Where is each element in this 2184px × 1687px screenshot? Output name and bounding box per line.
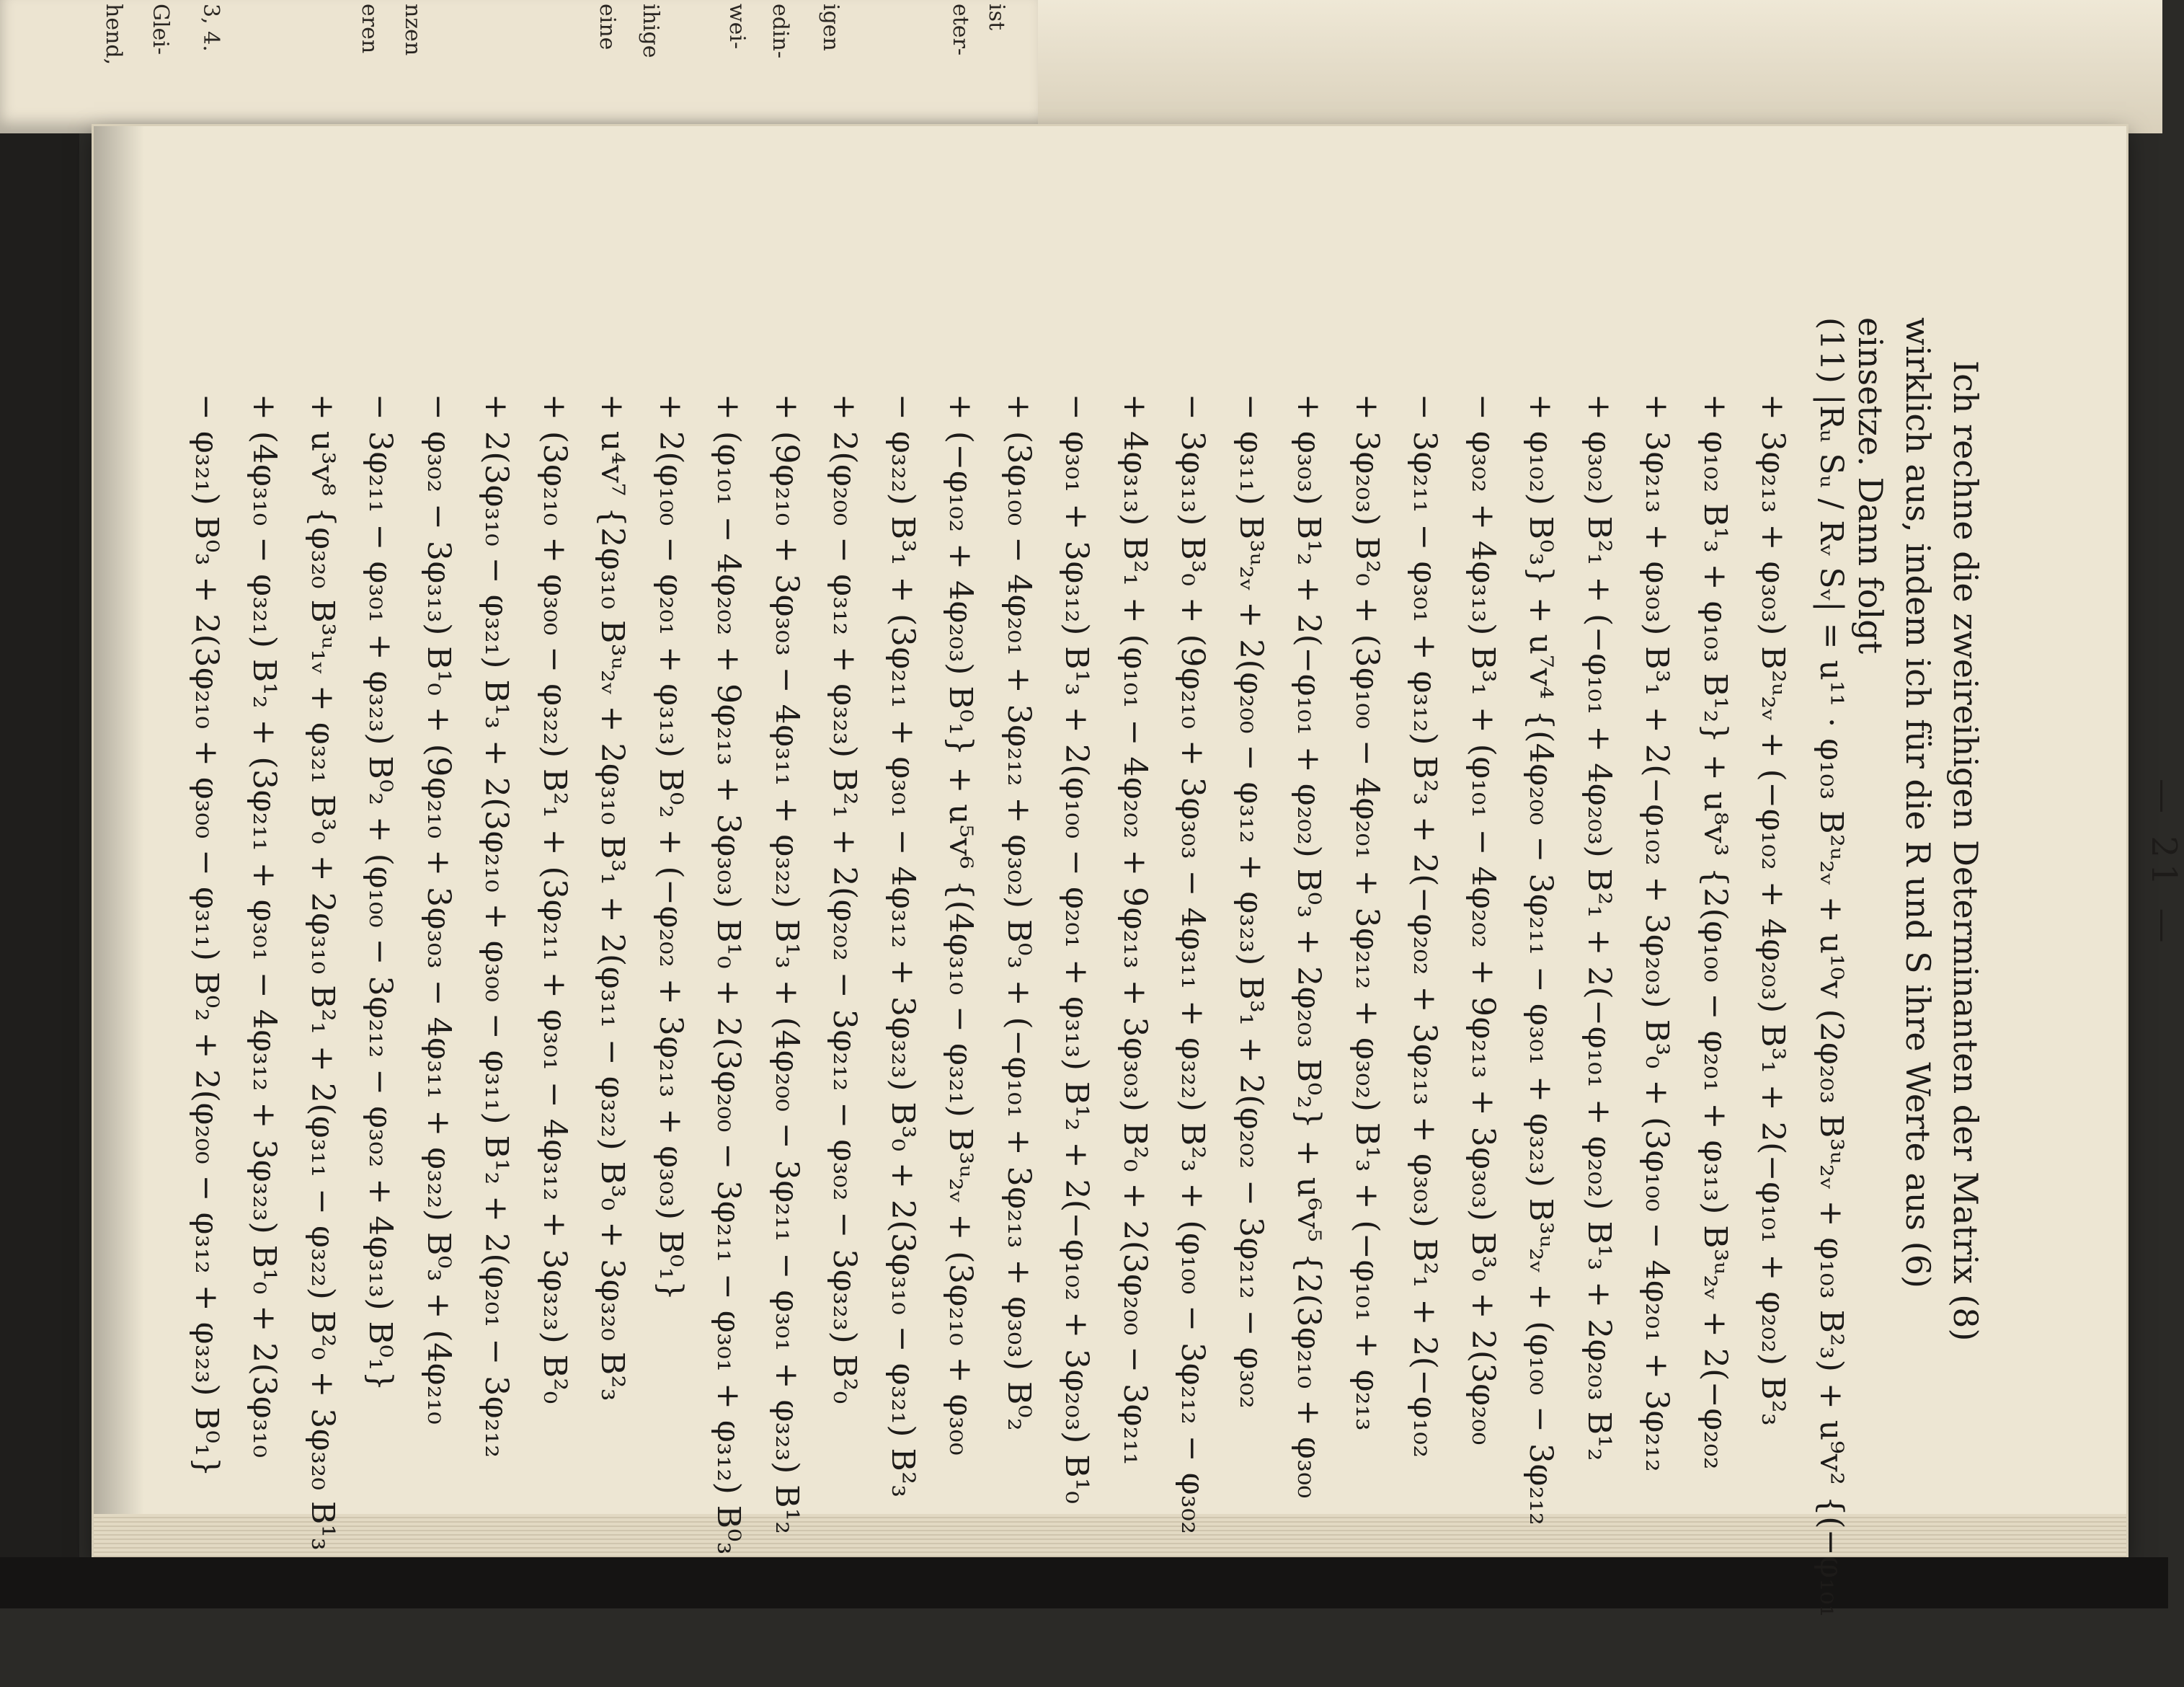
previous-page: [0, 0, 1045, 133]
equation-line: + 2(3φ₃₁₀ − φ₃₂₁) B¹₃ + 2(3φ₂₁₀ + φ₃₀₀ − φ₃₁₁) B¹₂ + 2(φ₂₀₁ − 3φ₂₁₂: [478, 394, 515, 1458]
edge-word: 3, 4.: [198, 4, 223, 52]
page-stack-edge: [1038, 0, 2162, 133]
equation-line: + φ₁₀₂ B¹₃ + φ₁₀₃ B¹₂} + u⁸v³ {2(φ₁₀₀ − φ₂₀₁ + φ₃₁₃) B³ᵘ₂ᵥ + 2(−φ₂₀₂: [1697, 394, 1734, 1470]
equation-line: + 3φ₂₁₃ + φ₃₀₃) B²ᵘ₂ᵥ + (−φ₁₀₂ + 4φ₂₀₃) B³₁ + 2(−φ₁₀₁ + φ₂₀₂) B²₃: [1754, 394, 1792, 1427]
equation-label: (11): [1813, 317, 1850, 384]
equation-line: + φ₃₀₃) B¹₂ + 2(−φ₁₀₁ + φ₂₀₂) B⁰₃ + 2φ₂₀₃ B⁰₂} + u⁶v⁵ {2(3φ₂₁₀ + φ₃₀₀: [1290, 394, 1328, 1499]
equation-line: + 2(φ₂₀₀ − φ₃₁₂ + φ₃₂₃) B²₁ + 2(φ₂₀₂ − 3φ₂₁₂ − φ₃₀₂ − 3φ₃₂₃) B²₀: [826, 394, 864, 1404]
intro-line: einsetze. Dann folgt: [1851, 317, 1890, 655]
page-gutter-shadow: [94, 126, 144, 1557]
equation-line: − 3φ₂₁₁ − φ₃₀₁ + φ₃₁₂) B²₃ + 2(−φ₂₀₂ + 3φ₂₁₃ + φ₃₀₃) B²₁ + 2(−φ₁₀₂: [1406, 394, 1444, 1458]
edge-word: Glei-: [148, 4, 173, 56]
equation-line: + 4φ₃₁₃) B²₁ + (φ₁₀₁ − 4φ₂₀₂ + 9φ₂₁₃ + 3φ₃₀₃) B²₀ + 2(3φ₂₀₀ − 3φ₂₁₁: [1117, 394, 1153, 1466]
edge-word: igen: [818, 4, 843, 51]
equation-line: − φ₃₀₂ − 3φ₃₁₃) B¹₀ + (9φ₂₁₀ + 3φ₃₀₃ − 4φ₃₁₁ + φ₃₂₂) B⁰₃ + (4φ₂₁₀: [420, 394, 457, 1425]
edge-word: eren: [357, 4, 382, 54]
intro-paragraph: [1847, 317, 1989, 1687]
equation-line: + (3φ₂₁₀ + φ₃₀₀ − φ₃₂₂) B²₁ + (3φ₂₁₁ + φ₃₀₁ − 4φ₃₁₂ + 3φ₃₂₃) B²₀: [536, 394, 573, 1404]
edge-word: edin-: [768, 4, 793, 59]
equation-line: − φ₃₂₁) B⁰₃ + 2(3φ₂₁₀ + φ₃₀₀ − φ₃₁₁) B⁰₂ + 2(φ₂₀₀ − φ₃₁₂ + φ₃₂₃) B⁰₁}: [188, 394, 225, 1478]
equation-line: + u³v⁸ {φ₃₂₀ B³ᵘ₁ᵥ + φ₃₂₁ B³₀ + 2φ₃₁₀ B²₁ + 2(φ₃₁₁ − φ₃₂₂) B²₀ + 3φ₃₂₀ B¹₃: [304, 394, 341, 1551]
equation-11: [177, 317, 1860, 1687]
equation-line: + 3φ₂₀₃) B²₀ + (3φ₁₀₀ − 4φ₂₀₁ + 3φ₂₁₂ + φ₃₀₂) B¹₃ + (−φ₁₀₁ + φ₂₁₃: [1349, 394, 1385, 1432]
equation-line: + 3φ₂₁₃ + φ₃₀₃) B³₁ + 2(−φ₁₀₂ + 3φ₂₀₃) B³₀ + (3φ₁₀₀ − 4φ₂₀₁ + 3φ₂₁₂: [1638, 394, 1676, 1473]
equation-line: − φ₃₀₁ + 3φ₃₁₂) B¹₃ + 2(φ₁₀₀ − φ₂₀₁ + φ₃₁₃) B¹₂ + 2(−φ₁₀₂ + 3φ₂₀₃) B¹₀: [1058, 394, 1096, 1505]
edge-word: hend,: [101, 4, 126, 66]
equation-line: + φ₁₀₂) B⁰₃} + u⁷v⁴ {(4φ₂₀₀ − 3φ₂₁₁ − φ₃₀₁ + φ₃₂₃) B³ᵘ₂ᵥ + (φ₁₀₀ − 3φ₂₁₂: [1522, 394, 1560, 1526]
intro-line: Ich rechne die zweireihigen Determinanten der Matrix (8): [1946, 360, 1985, 1342]
intro-line: wirklich aus, indem ich für die R und S ihre Werte aus (6): [1899, 317, 1937, 1288]
edge-word: eine: [595, 4, 620, 50]
edge-word: eter-: [948, 4, 973, 56]
equation-line: + φ₃₀₂) B²₁ + (−φ₁₀₁ + 4φ₂₀₃) B²₁ + 2(−φ₁₀₁ + φ₂₀₂) B¹₃ + 2φ₂₀₃ B¹₂: [1581, 394, 1617, 1461]
equation-line: − φ₃₁₁) B³ᵘ₂ᵥ + 2(φ₂₀₀ − φ₃₁₂ + φ₃₂₃) B³₁ + 2(φ₂₀₂ − 3φ₂₁₂ − φ₃₀₂: [1233, 394, 1269, 1409]
equation-line: − 3φ₃₁₃) B³₀ + (9φ₂₁₀ + 3φ₃₀₃ − 4φ₃₁₁ + φ₃₂₂) B²₃ + (φ₁₀₀ − 3φ₂₁₂ − φ₃₀₂: [1174, 394, 1212, 1535]
previous-page-text: [7, 0, 1038, 130]
equation-line-first: [1802, 317, 1860, 1687]
equation-line: + (9φ₂₁₀ + 3φ₃₀₃ − 4φ₃₁₁ + φ₃₂₂) B¹₃ + (4φ₂₀₀ − 3φ₂₁₁ − φ₃₀₁ + φ₃₂₃) B¹₂: [768, 394, 805, 1535]
equation-line: − φ₃₂₂) B³₁ + (3φ₂₁₁ + φ₃₀₁ − 4φ₃₁₂ + 3φ₃₂₃) B³₀ + 2(3φ₃₁₀ − φ₃₂₁) B²₃: [884, 394, 921, 1498]
equation-line: |Rᵤ Sᵤ / Rᵥ Sᵥ| = u¹¹ · φ₁₀₃ B²ᵘ₂ᵥ + u¹⁰v (2φ₂₀₃ B³ᵘ₂ᵥ + φ₁₀₃ B²₃) + u⁹v² {(−φ₁₀₁: [1813, 394, 1850, 1618]
edge-word: ist: [984, 4, 1009, 31]
rotated-text-block: [159, 317, 2184, 1687]
equation-line: + (φ₁₀₁ − 4φ₂₀₂ + 9φ₂₁₃ + 3φ₃₀₃) B¹₀ + 2(3φ₂₀₀ − 3φ₂₁₁ − φ₃₀₁ + φ₃₁₂) B⁰₃: [710, 394, 747, 1555]
equation-line: − 3φ₂₁₁ − φ₃₀₁ + φ₃₂₃) B⁰₂ + (φ₁₀₀ − 3φ₂₁₂ − φ₃₀₂ + 4φ₃₁₃) B⁰₁}: [362, 394, 399, 1392]
background-edge: [0, 0, 79, 1608]
edge-word: nzen: [400, 4, 425, 56]
equation-line: + 2(φ₁₀₀ − φ₂₀₁ + φ₃₁₃) B⁰₂ + (−φ₂₀₂ + 3φ₂₁₃ + φ₃₀₃) B⁰₁}: [652, 394, 689, 1301]
equation-line: + (−φ₁₀₂ + 4φ₂₀₃) B⁰₁} + u⁵v⁶ {(4φ₃₁₀ − φ₃₂₁) B³ᵘ₂ᵥ + (3φ₂₁₀ + φ₃₀₀: [942, 394, 980, 1456]
equation-line: + (3φ₁₀₀ − 4φ₂₀₁ + 3φ₂₁₂ + φ₃₀₂) B⁰₃ + (−φ₁₀₁ + 3φ₂₁₃ + φ₃₀₃) B⁰₂: [1000, 394, 1037, 1432]
equation-line: − φ₃₀₂ + 4φ₃₁₃) B³₁ + (φ₁₀₁ − 4φ₂₀₂ + 9φ₂₁₃ + 3φ₃₀₃) B³₀ + 2(3φ₂₀₀: [1465, 394, 1501, 1445]
equation-line: + u⁴v⁷ {2φ₃₁₀ B³ᵘ₂ᵥ + 2φ₃₁₀ B³₁ + 2(φ₃₁₁ − φ₃₂₂) B³₀ + 3φ₃₂₀ B²₃: [594, 394, 631, 1402]
equation-line: + (4φ₃₁₀ − φ₃₂₁) B¹₂ + (3φ₂₁₁ + φ₃₀₁ − 4φ₃₁₂ + 3φ₃₂₃) B¹₀ + 2(3φ₃₁₀: [246, 394, 283, 1458]
edge-word: ihige: [638, 4, 663, 58]
page-number: — 21 —: [2144, 779, 2184, 949]
edge-word: wei-: [724, 4, 750, 50]
